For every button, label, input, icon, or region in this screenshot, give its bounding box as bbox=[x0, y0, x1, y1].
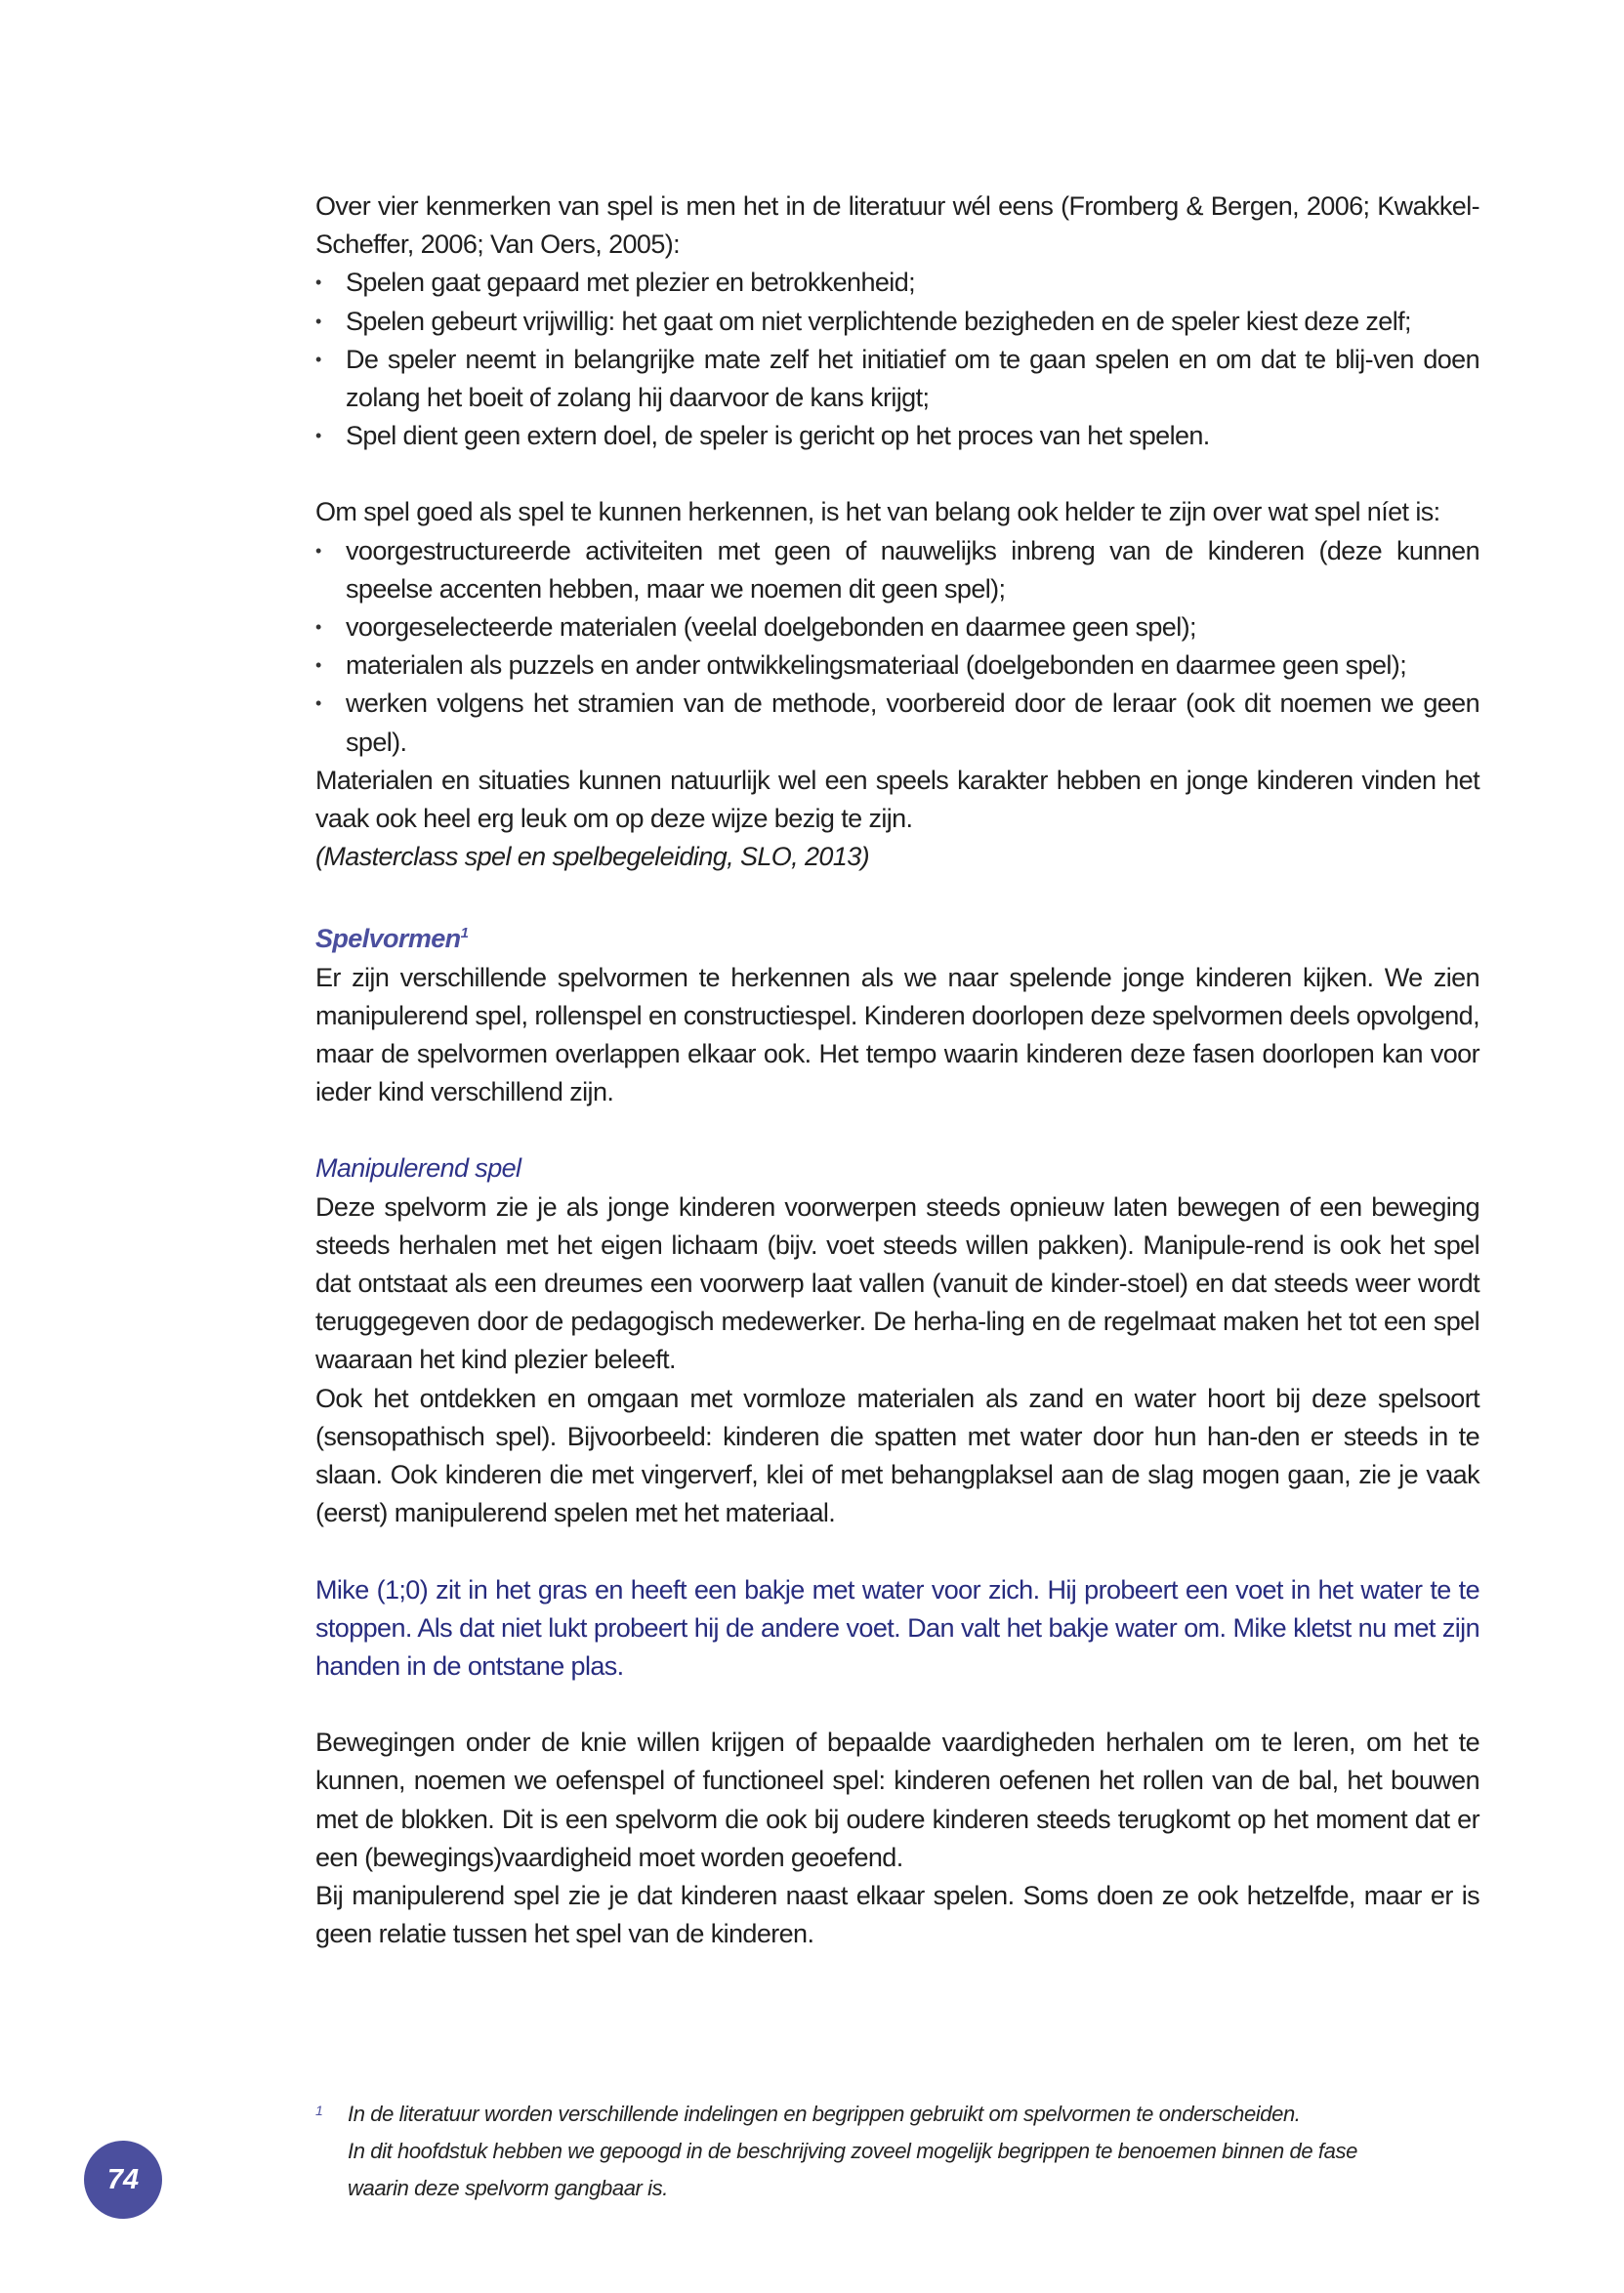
footnote-mark: 1 bbox=[315, 2103, 323, 2118]
list-item: • Spel dient geen extern doel, de speler is gericht op het proces van het spelen. bbox=[315, 417, 1479, 455]
manipulerend-paragraph-2: Ook het ontdekken en omgaan met vormloze materialen als zand en water hoort bij deze spelsoort (sensopathisch spel). Bijvoorbeeld: kinderen die spatten met water door hun han-den er steeds in te slaan. Ook kinderen die met vingerverf, klei of met behangplaksel aan de slag mogen gaan, zie je vaak (eerst) manipulerend spelen met het materiaal. bbox=[315, 1383, 1479, 1528]
subheading-manipulerend-spel: Manipulerend spel bbox=[315, 1153, 521, 1184]
spacer bbox=[315, 1686, 1479, 1724]
intro-paragraph: Over vier kenmerken van spel is men het in de literatuur wél eens (Fromberg & Bergen, 2006; Kwakkel-Scheffer, 2006; Van Oers, 2005): bbox=[315, 191, 1479, 260]
example-paragraph: Mike (1;0) zit in het gras en heeft een bakje met water voor zich. Hij probeert een voet in het water te te stoppen. Als dat niet lukt probeert hij de andere voet. Dan valt het bakje water om. Mike kletst nu met zijn handen in de ontstane plas. bbox=[315, 1574, 1479, 1681]
citation: (Masterclass spel en spelbegeleiding, SLO, 2013) bbox=[315, 842, 870, 872]
list-item: • werken volgens het stramien van de methode, voorbereid door de leraar (ook dit noemen we geen spel). bbox=[315, 685, 1479, 761]
manipulerend-paragraph-3: Bewegingen onder de knie willen krijgen of bepaalde vaardigheden herhalen om te leren, om het te kunnen, noemen we oefenspel of functioneel spel: kinderen oefenen het rollen van de bal, het bouwen met de blokken. Dit is een spelvorm die ook bij oudere kinderen steeds terugkomt op het moment dat er een (bewegings)vaardigheid moet worden geoefend. bbox=[315, 1728, 1479, 1872]
section-heading-spelvormen bbox=[315, 914, 1479, 958]
list-item: • De speler neemt in belangrijke mate zelf het initiatief om te gaan spelen en om dat te blij-ven doen zolang het boeit of zolang hij daarvoor de kans krijgt; bbox=[315, 341, 1479, 417]
footnote-line: In de literatuur worden verschillende indelingen en begrippen gebruikt om spelvormen te onderscheiden. bbox=[348, 2102, 1301, 2126]
footnote-text bbox=[315, 2096, 1479, 2207]
main-text-column bbox=[315, 188, 1479, 1953]
list-item: • voorgestructureerde activiteiten met geen of nauwelijks inbreng van de kinderen (deze kunnen speelse accenten hebben, maar we noemen dit geen spel); bbox=[315, 532, 1479, 608]
list-item: • Spelen gebeurt vrijwillig: het gaat om niet verplichtende bezigheden en de speler kiest deze zelf; bbox=[315, 303, 1479, 341]
list-item: • voorgeselecteerde materialen (veelal doelgebonden en daarmee geen spel); bbox=[315, 608, 1479, 646]
play-characteristics-list bbox=[315, 264, 1479, 455]
not-play-closing: Materialen en situaties kunnen natuurlijk wel een speels karakter hebben en jonge kinderen vinden het vaak ook heel erg leuk om op deze wijze bezig te zijn. bbox=[315, 765, 1479, 834]
spacer bbox=[315, 1533, 1479, 1571]
manipulerend-paragraph-1: Deze spelvorm zie je als jonge kinderen voorwerpen steeds opnieuw laten bewegen of een beweging steeds herhalen met het eigen lichaam (bijv. voet steeds willen pakken). Manipule-rend is ook het spel dat ontstaat als een dreumes een voorwerp laat vallen (vanuit de kinder-stoel) en dat steeds weer wordt teruggegeven door de pedagogisch medewerker. De herha-ling en de regelmaat maken het tot een spel waaraan het kind plezier beleeft. bbox=[315, 1191, 1479, 1375]
page-number: 74 bbox=[106, 2163, 140, 2195]
spacer bbox=[315, 1111, 1479, 1149]
heading-text: Spelvormen bbox=[315, 924, 461, 954]
footnote-line: waarin deze spelvorm gangbaar is. bbox=[348, 2176, 668, 2200]
not-play-paragraph: Om spel goed als spel te kunnen herkennen, is het van belang ook helder te zijn over wat spel níet is: bbox=[315, 497, 1440, 527]
manipulerend-paragraph-4: Bij manipulerend spel zie je dat kinderen naast elkaar spelen. Soms doen ze ook hetzelfde, maar er is geen relatie tussen het spel van de kinderen. bbox=[315, 1880, 1479, 1949]
footnote-line: In dit hoofdstuk hebben we gepoogd in de beschrijving zoveel mogelijk begrippen te benoemen binnen de fase bbox=[348, 2139, 1357, 2163]
list-item: • materialen als puzzels en ander ontwikkelingsmateriaal (doelgebonden en daarmee geen spel); bbox=[315, 646, 1479, 685]
spacer bbox=[315, 876, 1479, 914]
list-item: • Spelen gaat gepaard met plezier en betrokkenheid; bbox=[315, 264, 1479, 302]
footnote bbox=[315, 2096, 1479, 2207]
footnote-ref[interactable]: 1 bbox=[460, 925, 469, 942]
page-number-badge bbox=[84, 2141, 162, 2219]
spacer bbox=[315, 455, 1479, 493]
not-play-list bbox=[315, 532, 1479, 762]
spelvormen-paragraph: Er zijn verschillende spelvormen te herkennen als we naar spelende jonge kinderen kijken. We zien manipulerend spel, rollenspel en constructiespel. Kinderen doorlopen deze spelvormen deels opvolgend, maar de spelvormen overlappen elkaar ook. Het tempo waarin kinderen deze fasen doorlopen kan voor ieder kind verschillend zijn. bbox=[315, 962, 1479, 1107]
